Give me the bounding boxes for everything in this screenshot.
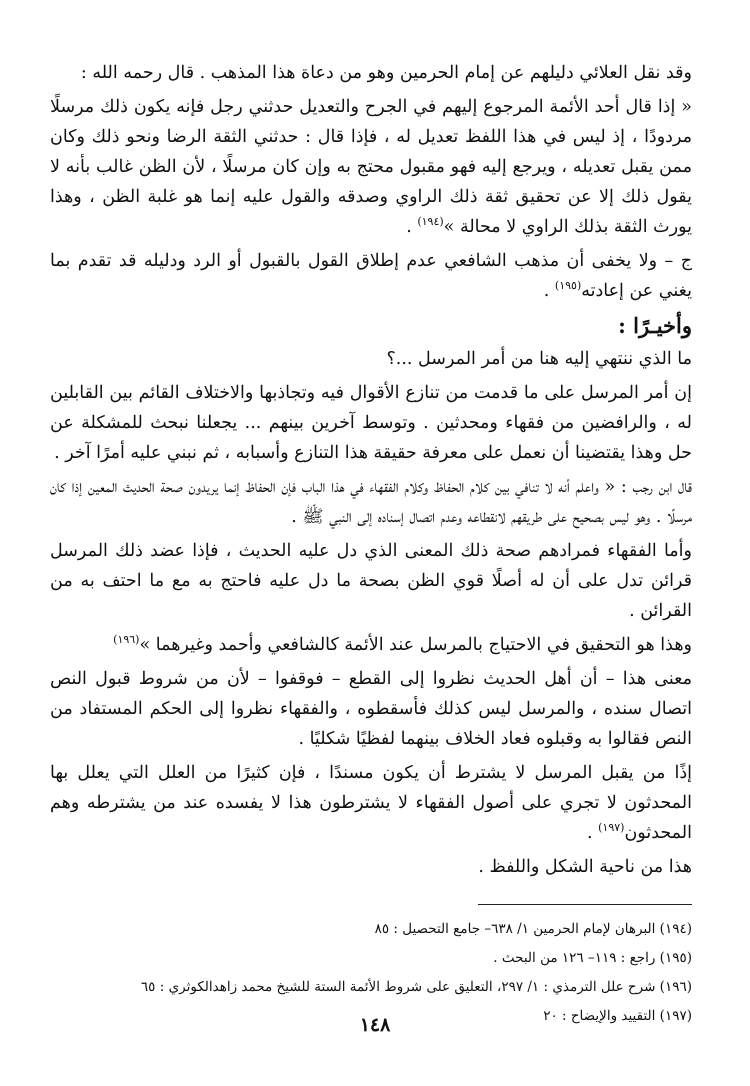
footnote-196: (١٩٦) شرح علل الترمذي : ١/ ٢٩٧، التعليق على شروط الأئمة الستة للشيخ محمد زاهدالكوثري : ٦٥ [140, 979, 692, 995]
footnote-194: (١٩٤) البرهان لإمام الحرمين ١/ ٦٣٨– جامع التحصيل : ٨٥ [374, 921, 692, 937]
ibn-rajab-text: قال ابن رجب : « واعلم أنه لا تنافي بين كلام الحفاظ وكلام الفقهاء في هذا الباب فإن الحفاظ إنما يريدون صحة الحديث المعين إذا كان مرسلًا . وهو ليس بصحيح على طريقهم لانقطاعه وعدم اتصال إسناده إلى النبي ﷺ . [50, 477, 692, 527]
paragraph-intro-text: وقد نقل العلائي دليلهم عن إمام الحرمين وهو من دعاة هذا المذهب . قال رحمه الله : [80, 63, 692, 83]
paragraph-form [50, 852, 692, 882]
paragraph-quote-imam-haramayn [50, 92, 692, 242]
paragraph-mursal-dispute [50, 378, 692, 468]
conclusion-end: . [586, 823, 599, 843]
page-number: ١٤٨ [359, 1014, 391, 1036]
paragraph-meaning [50, 664, 692, 754]
conclusion-text: إذًا من يقبل المرسل لا يشترط أن يكون مسندًا ، فإن كثيرًا من العلل التي يعلل بها المحدثون لا تجري على أصول الفقهاء لا يشترطون هذا لا يفسده عند من يشترطه وهم المحدثون [50, 763, 692, 843]
footnote-ref-196: (١٩٦) [113, 633, 140, 647]
quote-text: « إذا قال أحد الأئمة المرجوع إليهم في الجرح والتعديل حدثني رجل فإنه يكون ذلك مرسلًا مردودًا ، إذ ليس في هذا اللفظ تعديل له ، فإذا قال : حدثني الثقة الرضا ونحو ذلك وكان ممن يقبل تعديله ، ويرجع إليه فهو مقبول محتج به وإن كان مرسلًا ، لأن الظن غالب بأنه لا يقول ذلك إلا عن تحقيق ثقة ذلك الراوي وصدقه والقول عليه إنما هو غلبة الظن ، وهذا يورث الثقة بذلك الراوي لا محالة » [50, 97, 692, 237]
meaning-text: معنى هذا – أن أهل الحديث نظروا إلى القطع – فوقفوا – لأن من شروط قبول النص اتصال سنده ، والمرسل ليس كذلك فأسقطوه ، والفقهاء نظروا إلى الحكم المستفاد من النص فقالوا به وقبلوه فعاد الخلاف بينهما لفظيًا شكليًا . [50, 669, 692, 749]
footnote-197: (١٩٧) التقييد والإيضاح : ٢٠ [543, 1008, 692, 1024]
footnote-ref-195: (١٩٥) [554, 279, 582, 293]
shafii-end: . [543, 281, 555, 301]
section-heading: وأخيـرًا : [618, 313, 692, 338]
footnote-ref-197: (١٩٧) [598, 821, 625, 835]
paragraph-conclusion [50, 758, 692, 848]
tahqiq-text: وهذا هو التحقيق في الاحتياج بالمرسل عند الأئمة كالشافعي وأحمد وغيرهما » [139, 635, 692, 655]
paragraph-fuqaha [50, 536, 692, 626]
footnote-ref-194: (١٩٤) [417, 215, 444, 229]
paragraph-intro [50, 58, 692, 88]
form-text: هذا من ناحية الشكل واللفظ . [478, 857, 692, 877]
footnote-195: (١٩٥) راجع : ١١٩– ١٢٦ من البحث . [493, 950, 692, 966]
paragraph-tahqiq [50, 630, 692, 660]
fuqaha-text: وأما الفقهاء فمرادهم صحة ذلك المعنى الذي دل عليه الحديث ، فإذا عضد ذلك المرسل قرائن تدل على أن له أصلًا قوي الظن بصحة ما دل عليه فاحتج به مع ما احتف به من القرائن . [50, 541, 692, 621]
shafii-text: ج – ولا يخفى أن مذهب الشافعي عدم إطلاق القول بالقبول أو الرد ودليله قد تقدم بما يغني عن إعادته [50, 251, 692, 301]
question-text: ما الذي ننتهي إليه هنا من أمر المرسل ...؟ [386, 349, 692, 369]
paragraph-shafii [50, 246, 692, 306]
quote-end: . [406, 217, 418, 237]
mursal-dispute-text: إن أمر المرسل على ما قدمت من تنازع الأقوال فيه وتجاذبها والاختلاف القائم بين القابلين له ، والرافضين من فقهاء ومحدثين . وتوسط آخرين بينهم ... يجعلنا نبحث للمشكلة عن حل وهذا يقتضينا أن نعمل على معرفة حقيقة هذا التنازع وأسبابه ، ثم نبني عليه أمرًا آخر . [50, 383, 692, 463]
paragraph-ibn-rajab [50, 472, 692, 532]
paragraph-question [50, 344, 692, 374]
footnote-divider [478, 904, 692, 905]
